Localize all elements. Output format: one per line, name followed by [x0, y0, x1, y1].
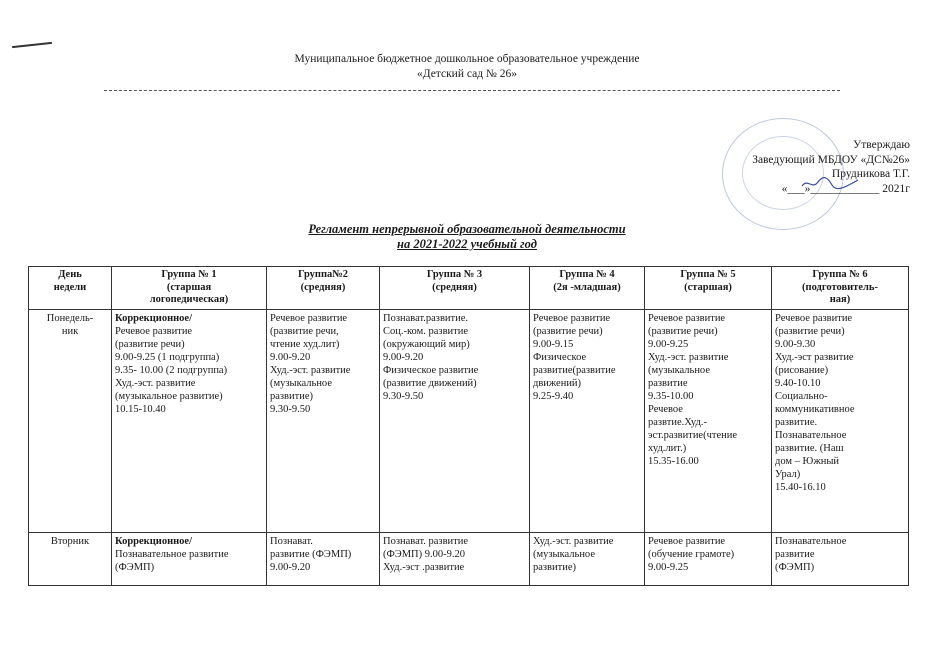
activity-text: 9.40-10.10 — [775, 377, 821, 389]
header-text: День — [58, 269, 82, 280]
activity-text: дом – Южный — [775, 455, 840, 467]
header-text: Группа№2 — [297, 269, 349, 280]
activity-text: Познават. — [270, 535, 313, 547]
activity-text: Речевое развитие — [115, 325, 193, 337]
approval-heading: Утверждаю — [853, 139, 910, 151]
activity-text: развитие) — [533, 561, 576, 573]
activity-text: чтение худ.лит) — [270, 338, 340, 350]
activity-text: (музыкальное развитие) — [115, 390, 223, 402]
approval-position: Заведующий МБДОУ «ДС№26» — [752, 153, 910, 166]
header-text: Группа № 3 — [426, 269, 483, 280]
activity-text: коммуникативное — [775, 403, 855, 415]
activity-text: 9.00-9.20 — [383, 351, 424, 363]
activity-text: развитие(развитие — [533, 364, 616, 376]
schedule-cell-group-6 — [772, 532, 909, 585]
table-row — [29, 532, 909, 585]
activity-text: Социально- — [775, 390, 828, 402]
activity-text: Речевое развитие — [270, 312, 348, 324]
header-text: недели — [53, 281, 87, 293]
activity-text: Худ.-эст. развитие — [115, 377, 196, 389]
activity-text: эст.развитие(чтение — [648, 429, 738, 441]
schedule-cell-group-2 — [267, 309, 380, 532]
header-text: Группа № 4 — [559, 269, 615, 280]
approval-name: Прудникова Т.Г. — [831, 168, 910, 180]
header-group-2 — [267, 267, 380, 310]
schedule-cell-group-3 — [380, 309, 530, 532]
table-header-row — [29, 267, 909, 310]
activity-text: 9.30-9.50 — [270, 403, 311, 415]
activity-text: (обучение грамоте) — [648, 548, 735, 560]
activity-text: 9.00-9.20 — [270, 561, 311, 573]
header-text: (средняя) — [432, 281, 477, 293]
activity-text: Речевое развитие — [648, 312, 726, 324]
header-group-1 — [112, 267, 267, 310]
activity-text: Речевое развитие — [533, 312, 611, 324]
schedule-cell-group-5 — [645, 532, 772, 585]
activity-text: (ФЭМП) 9.00-9.20 — [383, 548, 466, 560]
activity-text: 9.35-10.00 — [648, 390, 694, 402]
header-group-3 — [380, 267, 530, 310]
header-group-5 — [645, 267, 772, 310]
header-text: (средняя) — [300, 281, 346, 293]
activity-text: Познавательное развитие — [115, 548, 229, 560]
schedule-table — [28, 266, 909, 586]
activity-text: (развитие речи) — [533, 325, 603, 337]
day-cell — [29, 309, 112, 532]
day-cell — [29, 532, 112, 585]
activity-text: (ФЭМП) — [115, 561, 155, 573]
activity-text: (музыкальное — [648, 364, 710, 376]
header-text: логопедическая) — [149, 294, 229, 305]
activity-text: Худ.-эст .развитие — [383, 561, 465, 573]
activity-text: 15.40-16.10 — [775, 481, 826, 493]
schedule-cell-group-3 — [380, 532, 530, 585]
header-text: (подготовитель- — [802, 281, 878, 293]
activity-text: Речевое развитие — [775, 312, 853, 324]
activity-text: 9.00-9.30 — [775, 338, 816, 350]
header-group-4 — [530, 267, 645, 310]
activity-text: Познават.развитие. — [383, 312, 469, 324]
document-title — [0, 222, 934, 252]
activity-text: Урал) — [775, 468, 801, 480]
header-text: (старшая — [166, 281, 212, 293]
activity-text: Худ.-эст развитие — [775, 351, 854, 363]
activity-text: Речевое — [648, 403, 683, 415]
activity-text: худ.лит.) — [648, 442, 687, 454]
activity-text: 10.15-10.40 — [115, 403, 166, 415]
activity-text: 9.00-9.20 — [270, 351, 311, 363]
activity-text: Познавательное — [775, 535, 847, 547]
activity-text: развтие.Худ.- — [648, 416, 707, 428]
scan-mark — [12, 42, 52, 48]
organization-short-name: «Детский сад № 26» — [416, 68, 518, 80]
activity-text: (музыкальное — [270, 377, 332, 389]
header-text: (2я -младшая) — [553, 281, 621, 293]
header-text: Группа № 1 — [161, 269, 217, 280]
activity-text: (развитие речи) — [115, 338, 185, 350]
activity-text: Соц.-ком. развитие — [383, 325, 469, 337]
activity-text: развитие — [775, 548, 815, 560]
activity-text: Физическое — [533, 351, 587, 363]
schedule-cell-group-6 — [772, 309, 909, 532]
activity-text: (развитие речи, — [270, 325, 339, 337]
schedule-cell-group-4 — [530, 532, 645, 585]
header-text: Группа № 6 — [812, 269, 868, 280]
table-body — [29, 309, 909, 585]
title-line-1: Регламент непрерывной образовательной деятельности — [308, 222, 626, 236]
header-text: Группа № 5 — [680, 269, 736, 280]
schedule-cell-group-1 — [112, 309, 267, 532]
schedule-cell-group-2 — [267, 532, 380, 585]
activity-text: (ФЭМП) — [775, 561, 815, 573]
activity-text: Худ.-эст. развитие — [648, 351, 729, 363]
activity-text: (музыкальное — [533, 548, 595, 560]
title-line-2: на 2021-2022 учебный год — [397, 237, 537, 251]
header-group-6 — [772, 267, 909, 310]
activity-text: (развитие движений) — [383, 377, 477, 389]
activity-text: Худ.-эст. развитие — [270, 364, 351, 376]
schedule-cell-group-1 — [112, 532, 267, 585]
activity-text: развитие) — [270, 390, 313, 402]
day-text: Понедель- — [46, 312, 94, 324]
day-text: Вторник — [50, 535, 90, 547]
activity-text: 9.00-9.15 — [533, 338, 574, 350]
header-text: (старшая) — [684, 281, 732, 293]
activity-text: Худ.-эст. развитие — [533, 535, 614, 547]
header-divider — [104, 90, 840, 91]
day-text: ник — [61, 325, 79, 337]
activity-text: (окружающий мир) — [383, 338, 470, 350]
table-row — [29, 309, 909, 532]
activity-text: развитие. (Наш — [775, 442, 844, 454]
header-text: ная) — [829, 294, 851, 305]
schedule-cell-group-4 — [530, 309, 645, 532]
activity-text: движений) — [533, 377, 582, 389]
handwritten-signature — [800, 176, 860, 190]
activity-text: развитие. — [775, 416, 818, 428]
activity-text: Физическое развитие — [383, 364, 479, 376]
activity-text: (рисование) — [775, 364, 829, 376]
activity-text: (развитие речи) — [775, 325, 845, 337]
activity-text: Коррекционное/ — [115, 535, 193, 547]
organization-name: Муниципальное бюджетное дошкольное образовательное учреждение — [294, 53, 640, 65]
activity-text: 9.00-9.25 — [648, 338, 689, 350]
activity-text: 9.25-9.40 — [533, 390, 574, 402]
activity-text: Коррекционное/ — [115, 312, 193, 324]
activity-text: 9.30-9.50 — [383, 390, 424, 402]
activity-text: 9.35- 10.00 (2 подгруппа) — [115, 364, 228, 376]
activity-text: Речевое развитие — [648, 535, 726, 547]
activity-text: Познавательное — [775, 429, 847, 441]
activity-text: 15.35-16.00 — [648, 455, 699, 467]
document-header — [0, 52, 934, 82]
header-day — [29, 267, 112, 310]
activity-text: (развитие речи) — [648, 325, 718, 337]
activity-text: развитие (ФЭМП) — [270, 548, 352, 560]
activity-text: 9.00-9.25 (1 подгруппа) — [115, 351, 220, 363]
approval-date: «___»____________ 2021г — [781, 182, 910, 195]
schedule-cell-group-5 — [645, 309, 772, 532]
activity-text: 9.00-9.25 — [648, 561, 689, 573]
activity-text: развитие — [648, 377, 688, 389]
activity-text: Познават. развитие — [383, 535, 469, 547]
